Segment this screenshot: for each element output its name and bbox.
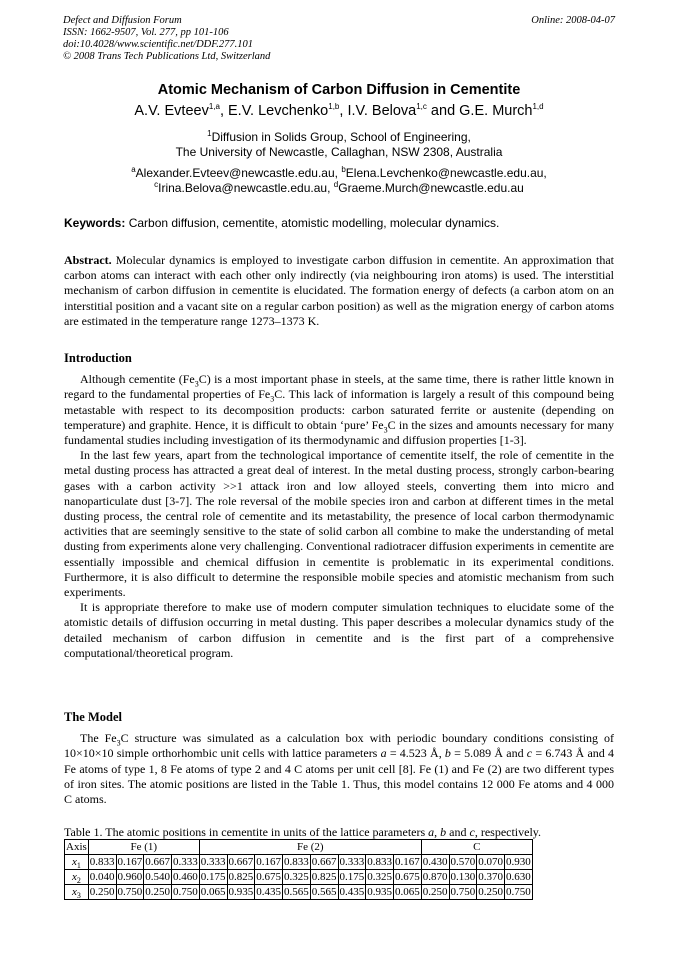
table-row <box>65 870 533 885</box>
section-heading: The Model <box>64 710 122 724</box>
model-section <box>64 710 614 807</box>
author-affiliation-mark: 1,a <box>208 102 220 112</box>
affiliation-line: The University of Newcastle, Callaghan, NSW 2308, Australia <box>175 145 503 159</box>
table-cell: 0.750 <box>117 885 143 898</box>
email-link[interactable]: Irina.Belova@newcastle.edu.au, <box>158 181 331 195</box>
table-header: Fe (1) <box>88 840 199 855</box>
table-cell: 0.250 <box>478 885 504 898</box>
author-list <box>0 103 678 119</box>
table-cell: 0.935 <box>367 885 393 898</box>
author-affiliation-mark: 1,b <box>328 102 340 112</box>
paragraph: In the last few years, apart from the technological importance of cementite itself, the role of cementite in the metal dusting process has attracted a great deal of interest. In the metal dusting process, strongly carbon-bearing gases with a carbon activity >>1 attack iron and low alloyed steels, converting them into micro and nanoparticulate dust [3-7]. The role reversal of the mobile species iron and carbon at different times in the metal dusting process, the central role of cementite and its metastability, the presence of local carbon thermodynamic activities that are seemingly sensitive to the state of solid carbon all combine to make the understanding of metal dusting from experiments alone very challenging. Conventional radiotracer diffusion experiments in cementite are essentially impossible and chemical diffusion in cementite is problematic in its experimental conditions. Furthermore, it is also difficult to determine the responsible mobile species and atomistic mechanism from such experiments. <box>64 448 614 600</box>
table-header: C <box>421 840 532 855</box>
atomic-positions-table <box>64 839 533 900</box>
table-cell: 0.333 <box>339 855 365 868</box>
table-cell: 0.435 <box>339 885 365 898</box>
table-cell: 0.667 <box>145 855 171 868</box>
table-cell: 0.130 <box>450 870 476 883</box>
running-header <box>63 15 615 63</box>
table-cell: 0.935 <box>228 885 254 898</box>
table-cell: 0.675 <box>256 870 282 883</box>
axis-cell: $x_2$ <box>65 870 89 885</box>
table-cell: 0.175 <box>339 870 365 883</box>
table-cell: 0.570 <box>450 855 476 868</box>
issn: ISSN: 1662-9507, Vol. 277, pp 101-106 <box>63 27 229 38</box>
table-cell: 0.333 <box>173 855 198 868</box>
table-cell: 0.070 <box>478 855 504 868</box>
table-cell: 0.833 <box>89 855 115 868</box>
affiliation <box>0 130 678 160</box>
table-cell: 0.930 <box>506 855 531 868</box>
doi: doi:10.4028/www.scientific.net/DDF.277.101 <box>63 39 254 50</box>
table-cell: 0.960 <box>117 870 143 883</box>
copyright: © 2008 Trans Tech Publications Ltd, Switzerland <box>63 51 271 62</box>
author-name: A.V. Evteev <box>134 103 209 119</box>
table-cell: 0.167 <box>395 855 420 868</box>
affiliation-mark: 1 <box>207 129 212 138</box>
table-cell: 0.750 <box>506 885 531 898</box>
journal-name: Defect and Diffusion Forum <box>63 15 182 26</box>
paragraph: It is appropriate therefore to make use of modern computer simulation techniques to elucidate some of the atomistic details of diffusion occurring in metal dusting. This paper describes a molecular dynamics study of the detailed mechanism of carbon diffusion in cementite and is the first part of a comprehensive computational/theoretical program. <box>64 600 614 660</box>
section-heading: Introduction <box>64 351 132 365</box>
abstract-label: Abstract. <box>64 253 112 267</box>
table-row <box>65 885 533 900</box>
table-cell: 0.435 <box>256 885 282 898</box>
table-cell: 0.250 <box>89 885 115 898</box>
table-cell: 0.870 <box>422 870 448 883</box>
abstract-text: Molecular dynamics is employed to investigate carbon diffusion in cementite. An approximation that carbon atoms can interact with each other only indirectly (via neighbouring iron atoms) is used. The interstitial mechanism of carbon diffusion in cementite is elucidated. The formation energy of defects (a carbon atom on an interstitial position and a vacant site on a regular carbon position) as well as the migration energy of carbon atoms are estimated in the temperature range 1273–1373 K. <box>64 253 614 328</box>
table-cell: 0.370 <box>478 870 504 883</box>
author-name: E.V. Levchenko <box>228 103 329 119</box>
author-name: I.V. Belova <box>347 103 417 119</box>
table-header-row <box>65 840 533 855</box>
table-cell: 0.750 <box>450 885 476 898</box>
email-mark: d <box>333 180 339 189</box>
axis-cell: $x_3$ <box>65 885 89 900</box>
axis-cell: $x_1$ <box>65 855 89 870</box>
table-cell: 0.065 <box>395 885 420 898</box>
author-affiliation-mark: 1,c <box>416 102 427 112</box>
table-cell: 0.825 <box>228 870 254 883</box>
email-link[interactable]: Graeme.Murch@newcastle.edu.au <box>338 181 524 195</box>
author-separator: , <box>339 103 348 119</box>
table-row <box>65 855 533 870</box>
table-caption: Table 1. The atomic positions in cementite in units of the lattice parameters a, b and c, respectively. <box>64 825 542 839</box>
table-cell: 0.750 <box>173 885 198 898</box>
table-cell: 0.040 <box>89 870 115 883</box>
paragraph: Although cementite $(Fe_3C)$ is a most important phase in steels, at the same time, there is rather little known in regard to the fundamental properties of $Fe_3C$. This lack of information is largely a result of this compound being metastable with respect to its decomposition products: carbon saturated ferrite or austenite (depending on temperature) and graphite. Hence, it is difficult to obtain ‘pure’ $Fe_3C$ in the sizes and amounts necessary for many fundamental studies including investigation of its thermodynamic and diffusion properties [1-3]. <box>64 372 614 448</box>
introduction-section <box>64 351 614 661</box>
table-cell: 0.167 <box>256 855 282 868</box>
table-cell: 0.667 <box>311 855 337 868</box>
table-cell: 0.833 <box>367 855 393 868</box>
table-cell: 0.460 <box>173 870 198 883</box>
abstract <box>64 253 614 329</box>
table-cell: 0.250 <box>422 885 448 898</box>
table-cell: 0.565 <box>284 885 309 898</box>
table-cell: 0.065 <box>200 885 226 898</box>
email-mark: b <box>341 165 346 174</box>
affiliation-line: Diffusion in Solids Group, School of Engineering, <box>211 130 471 144</box>
table-cell: 0.825 <box>311 870 337 883</box>
keywords-label: Keywords: <box>64 216 126 230</box>
table-cell: 0.630 <box>506 870 531 883</box>
keywords <box>64 216 614 230</box>
paper-title: Atomic Mechanism of Carbon Diffusion in Cementite <box>157 82 521 98</box>
author-name: G.E. Murch <box>459 103 533 119</box>
table-cell: 0.675 <box>395 870 420 883</box>
email-mark: a <box>131 165 136 174</box>
email-link[interactable]: Alexander.Evteev@newcastle.edu.au, <box>135 166 338 180</box>
keywords-text: Carbon diffusion, cementite, atomistic modelling, molecular dynamics. <box>125 216 500 230</box>
table-cell: 0.250 <box>145 885 171 898</box>
author-separator: and <box>426 103 460 119</box>
table-cell: 0.430 <box>422 855 448 868</box>
email-link[interactable]: Elena.Levchenko@newcastle.edu.au, <box>345 166 547 180</box>
table-cell: 0.325 <box>367 870 393 883</box>
table-cell: 0.540 <box>145 870 171 883</box>
email-list <box>0 166 678 196</box>
table-cell: 0.667 <box>228 855 254 868</box>
author-affiliation-mark: 1,d <box>532 102 544 112</box>
email-mark: c <box>154 180 159 189</box>
table-cell: 0.833 <box>284 855 309 868</box>
table-cell: 0.175 <box>200 870 226 883</box>
author-separator: , <box>219 103 229 119</box>
online-date: Online: 2008-04-07 <box>531 15 615 26</box>
table-header: Fe (2) <box>199 840 421 855</box>
table-header: Axis <box>66 840 87 853</box>
table-cell: 0.333 <box>200 855 226 868</box>
paragraph: The $Fe_3C$ structure was simulated as a calculation box with periodic boundary conditions consisting of 10×10×10 simple orthorhombic unit cells with lattice parameters a = 4.523 Å, b = 5.089 Å and c = 6.743 Å and 4 Fe atoms of type 1, 8 Fe atoms of type 2 and 4 C atoms per unit cell [8]. Fe (1) and Fe (2) are two different types of iron sites. The atomic positions are listed in the Table 1. Thus, this model contains 12 000 Fe atoms and 4 000 C atoms. <box>64 731 615 807</box>
table-cell: 0.565 <box>311 885 337 898</box>
table-cell: 0.325 <box>284 870 309 883</box>
table-cell: 0.167 <box>117 855 143 868</box>
